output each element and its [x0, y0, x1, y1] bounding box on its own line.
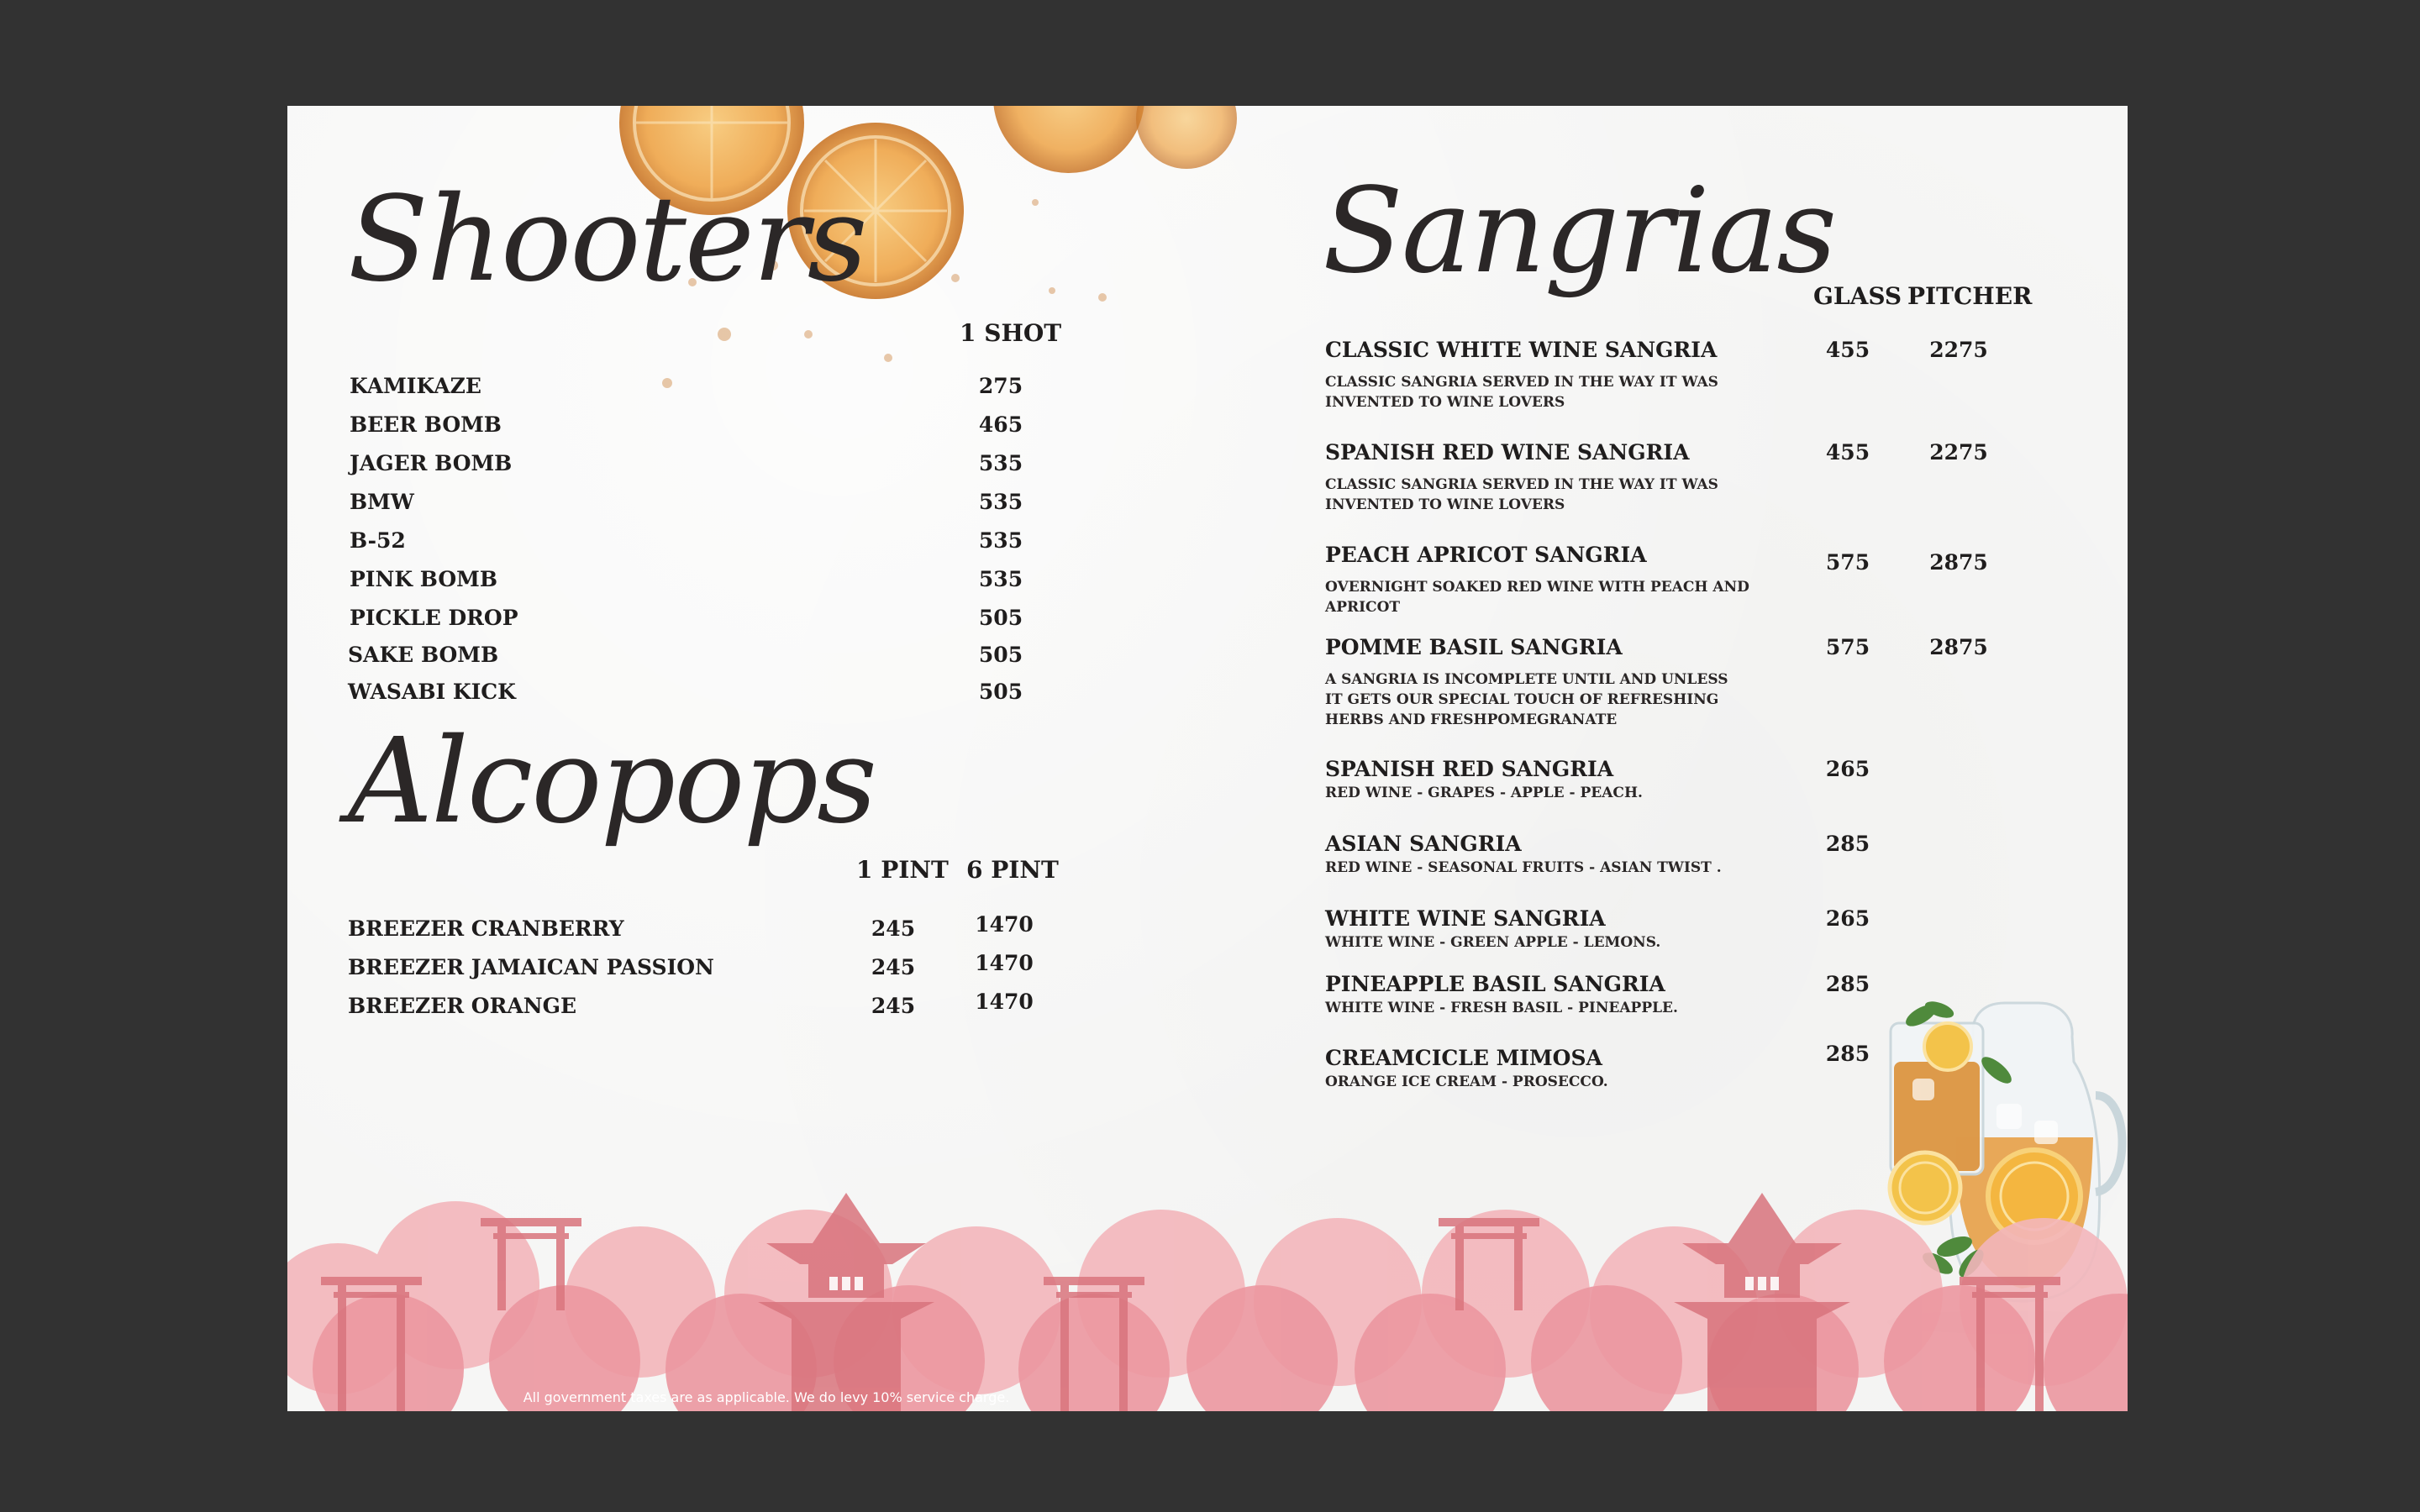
list-item-desc: CLASSIC SANGRIA SERVED IN THE WAY IT WAS INVENTED TO WINE LOVERS: [1325, 374, 1718, 411]
list-item-price: 505: [978, 606, 1023, 630]
list-item-desc: WHITE WINE - GREEN APPLE - LEMONS.: [1325, 934, 1661, 951]
list-item-price: 285: [1825, 1042, 1870, 1066]
list-item-price: 2875: [1929, 635, 1988, 659]
list-item-price: 465: [978, 412, 1023, 437]
sangrias-col-header-glass: GLASS: [1813, 282, 1902, 310]
list-item-price: 1470: [975, 951, 1034, 975]
pagoda-skyline-icon: [287, 1193, 2128, 1411]
list-item-price: 455: [1825, 338, 1870, 362]
list-item-desc: ORANGE ICE CREAM - PROSECCO.: [1325, 1074, 1608, 1090]
list-item-name: B-52: [350, 528, 406, 553]
list-item-desc: RED WINE - GRAPES - APPLE - PEACH.: [1325, 785, 1643, 801]
list-item-name: WHITE WINE SANGRIA: [1325, 906, 1606, 931]
list-item-price: 265: [1825, 757, 1870, 781]
list-item-price: 245: [871, 994, 916, 1018]
list-item-price: 2875: [1929, 550, 1988, 575]
list-item-name: BREEZER ORANGE: [348, 994, 577, 1018]
list-item-desc: CLASSIC SANGRIA SERVED IN THE WAY IT WAS INVENTED TO WINE LOVERS: [1325, 476, 1718, 513]
list-item-name: SPANISH RED WINE SANGRIA: [1325, 440, 1690, 465]
list-item-name: BREEZER JAMAICAN PASSION: [348, 955, 714, 979]
list-item-name: PINK BOMB: [350, 567, 497, 591]
list-item-name: JAGER BOMB: [350, 451, 513, 475]
list-item-desc: RED WINE - SEASONAL FRUITS - ASIAN TWIST .: [1325, 859, 1722, 876]
list-item-price: 505: [978, 680, 1023, 704]
list-item-price: 535: [978, 490, 1023, 514]
alcopops-col-header-pint: 1 PINT: [856, 856, 949, 884]
list-item-price: 285: [1825, 972, 1870, 996]
menu-spread: [287, 106, 2128, 1411]
list-item-price: 275: [978, 374, 1023, 398]
list-item-price: 2275: [1929, 440, 1988, 465]
list-item-name: SAKE BOMB: [348, 643, 499, 667]
list-item-name: ASIAN SANGRIA: [1325, 832, 1522, 856]
list-item-name: PICKLE DROP: [350, 606, 518, 630]
list-item-name: BEER BOMB: [350, 412, 502, 437]
list-item-name: WASABI KICK: [348, 680, 516, 704]
list-item-price: 535: [978, 528, 1023, 553]
list-item-price: 285: [1825, 832, 1870, 856]
list-item-price: 535: [978, 567, 1023, 591]
list-item-price: 1470: [975, 990, 1034, 1014]
list-item-name: POMME BASIL SANGRIA: [1325, 635, 1623, 659]
list-item-name: BMW: [350, 490, 414, 514]
list-item-name: PEACH APRICOT SANGRIA: [1325, 543, 1647, 567]
list-item-price: 245: [871, 955, 916, 979]
list-item-desc: A SANGRIA IS INCOMPLETE UNTIL AND UNLESS IT GETS OUR SPECIAL TOUCH OF REFRESHING HERBS AND FRESHPOMEGRANATE: [1325, 671, 1728, 728]
list-item-price: 575: [1825, 550, 1870, 575]
alcopops-col-header-six-pint: 6 PINT: [966, 856, 1059, 884]
list-item-price: 2275: [1929, 338, 1988, 362]
list-item-name: BREEZER CRANBERRY: [348, 916, 624, 941]
list-item-name: PINEAPPLE BASIL SANGRIA: [1325, 972, 1665, 996]
list-item-price: 265: [1825, 906, 1870, 931]
shooters-col-header: 1 SHOT: [960, 319, 1062, 347]
list-item-name: CLASSIC WHITE WINE SANGRIA: [1325, 338, 1718, 362]
list-item-price: 455: [1825, 440, 1870, 465]
list-item-desc: WHITE WINE - FRESH BASIL - PINEAPPLE.: [1325, 1000, 1678, 1016]
list-item-name: SPANISH RED SANGRIA: [1325, 757, 1614, 781]
list-item-price: 1470: [975, 912, 1034, 937]
list-item-price: 245: [871, 916, 916, 941]
sangrias-col-header-pitcher: PITCHER: [1907, 282, 2033, 310]
list-item-price: 535: [978, 451, 1023, 475]
sangrias-title: Sangrias: [1323, 163, 1836, 300]
footer-tax-note: All government taxes are as applicable. We do levy 10% service charge.: [523, 1389, 1010, 1405]
list-item-price: 505: [978, 643, 1023, 667]
shooters-title: Shooters: [348, 171, 866, 308]
list-item-price: 575: [1825, 635, 1870, 659]
list-item-name: KAMIKAZE: [350, 374, 481, 398]
list-item-name: CREAMCICLE MIMOSA: [1325, 1046, 1602, 1070]
list-item-desc: OVERNIGHT SOAKED RED WINE WITH PEACH AND APRICOT: [1325, 579, 1749, 616]
alcopops-title: Alcopops: [348, 713, 876, 850]
